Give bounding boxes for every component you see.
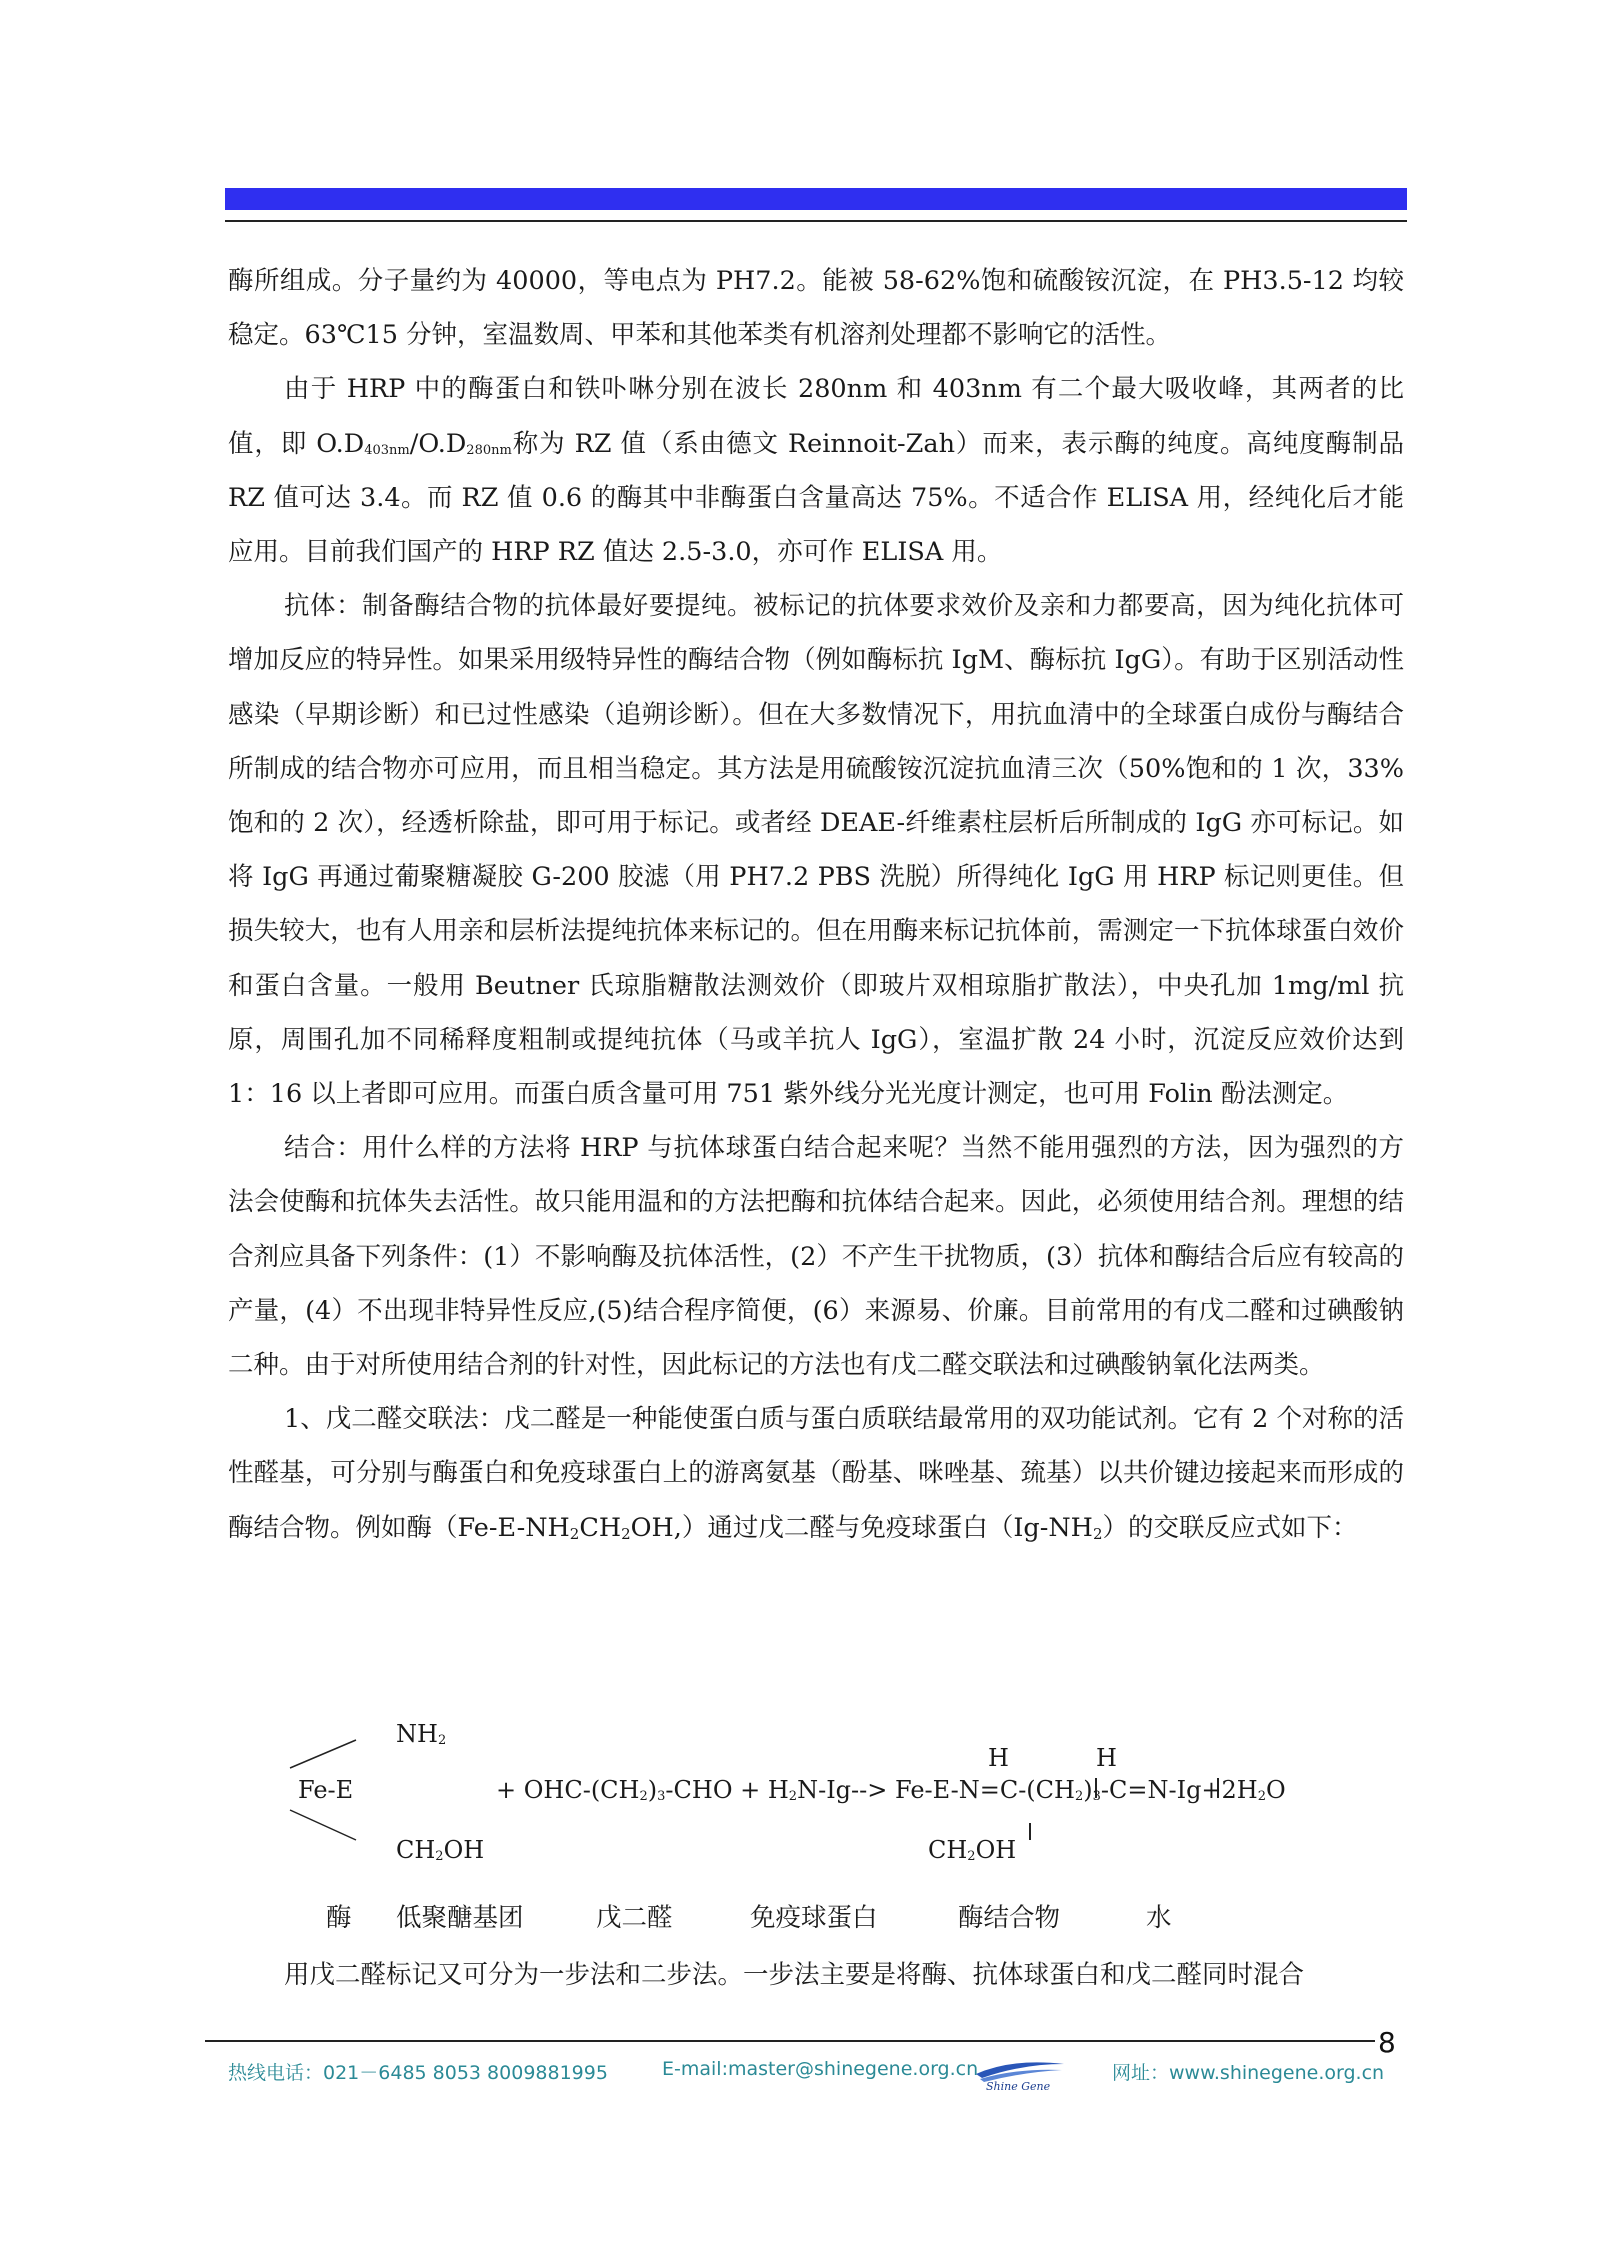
footer-rule [205, 2040, 1375, 2042]
glut-text-c: OH,）通过戊二醛与免疫球蛋白（Ig-NH [630, 1512, 1093, 1543]
rz-text-a: 由于 HRP 中的酶蛋白和铁卟啉分别在波长 280nm 和 403nm 有二个最大吸收峰，其两者的比值，即 O.D [228, 374, 1404, 459]
ch2oh-left [396, 1836, 484, 1864]
logo-icon [972, 2052, 1068, 2092]
glut-text-b: CH [579, 1512, 622, 1543]
eq-arrow: N-Ig--> Fe-E-N=C-(CH [797, 1776, 1075, 1804]
header-rule [225, 220, 1407, 222]
fe-e-label: Fe-E [298, 1776, 354, 1804]
paragraph-antibody: 抗体：制备酶结合物的抗体最好要提纯。被标记的抗体要求效价及亲和力都要高，因为纯化抗体可增加反应的特异性。如果采用级特异性的酶结合物（例如酶标抗 IgM、酶标抗 IgG）。有助于区别活动性感染（早期诊断）和已过性感染（追朔诊断）。但在大多数情况下，用抗血清中的全球蛋白成份与酶结合所制成的结合物亦可应用，而且相当稳定。其方法是用硫酸铵沉淀抗血清三次（50%饱和的 1 次，33%饱和的 2 次），经透析除盐，即可用于标记。或者经 DEAE-纤维素柱层析后所制成的 IgG 亦可标记。如将 IgG 再通过葡聚糖凝胶 G-200 胶滤（用 PH7.2 PBS 洗脱）所得纯化 IgG 用 HRP 标记则更佳。但损失较大，也有人用亲和层析法提纯抗体来标记的。但在用酶来标记抗体前，需测定一下抗体球蛋白效价和蛋白含量。一般用 Beutner 氏琼脂糖散法测效价（即玻片双相琼脂扩散法），中央孔加 1mg/ml 抗原，周围孔加不同稀释度粗制或提纯抗体（马或羊抗人 IgG），室温扩散 24 小时，沉淀反应效价达到 1：16 以上者即可应用。而蛋白质含量可用 751 紫外线分光光度计测定，也可用 Folin 酚法测定。 [228, 591, 1404, 1110]
glut-text-a: 1、戊二醛交联法：戊二醛是一种能使蛋白质与蛋白质联结最常用的双功能试剂。它有 2 个对称的活性醛基，可分别与酶蛋白和免疫球蛋白上的游离氨基（酚基、咪唑基、巯基）以共价键边接起来而形成的酶结合物。例如酶（Fe-E-NH [228, 1404, 1404, 1543]
document-body [228, 254, 1404, 1555]
eq-paren-a: ) [647, 1776, 658, 1804]
shinegene-logo [972, 2052, 1068, 2092]
eq-h2n-sub: 2 [788, 1789, 798, 1804]
header-bar [225, 188, 1407, 210]
glut-sub-1: 2 [569, 1524, 580, 1543]
ch2oh-right-text: CH [928, 1836, 968, 1864]
eq-sub-a: 2 [639, 1789, 648, 1804]
footer-phone: 热线电话：021－6485 8053 8009881995 [228, 2062, 608, 2084]
rz-text-b: /O.D [409, 428, 467, 459]
page-number: 8 [1378, 2026, 1396, 2059]
paragraph-conjugation: 结合：用什么样的方法将 HRP 与抗体球蛋白结合起来呢？当然不能用强烈的方法，因为强烈的方法会使酶和抗体失去活性。故只能用温和的方法把酶和抗体结合起来。因此，必须使用结合剂。理想的结合剂应具备下列条件：(1）不影响酶及抗体活性，(2）不产生干扰物质，(3）抗体和酶结合后应有较高的产量，(4）不出现非特异性反应,(5)结合程序简便，(6）来源易、价廉。目前常用的有戊二醛和过碘酸钠二种。由于对所使用结合剂的针对性，因此标记的方法也有戊二醛交联法和过碘酸钠氧化法两类。 [228, 1133, 1404, 1381]
paragraph-hrp-properties: 酶所组成。分子量约为 40000，等电点为 PH7.2。能被 58-62%饱和硫酸铵沉淀，在 PH3.5-12 均较稳定。63℃15 分钟，室温数周、甲苯和其他苯类有机溶剂处理都不影响它的活性。 [228, 266, 1404, 351]
label-oligosaccharide: 低聚醣基团 [396, 1903, 524, 1933]
ch2oh-left-text: CH [396, 1836, 436, 1864]
glut-sub-2: 2 [621, 1524, 631, 1543]
label-immunoglobulin: 免疫球蛋白 [750, 1903, 878, 1933]
eq-water-o: O [1266, 1776, 1286, 1804]
equation-main-line [496, 1776, 1286, 1804]
eq-paren-b: ) [1083, 1776, 1093, 1804]
ch2oh-left-sub: 2 [435, 1849, 444, 1864]
ch2oh-right [928, 1836, 1016, 1864]
rz-sub-280: 280nm [466, 442, 512, 458]
ch2oh-right-sub: 2 [967, 1849, 976, 1864]
eq-ohc: + OHC-(CH [496, 1776, 640, 1804]
eq-water-sub: 2 [1257, 1789, 1267, 1804]
ch2oh-right-tail: OH [975, 1836, 1017, 1864]
h-atom-1: H [988, 1744, 1009, 1772]
nh2-text: NH [396, 1720, 438, 1748]
rz-sub-403: 403nm [364, 442, 410, 458]
eq-sub-d: 3 [1092, 1789, 1101, 1804]
reaction-equation [228, 1720, 1404, 1878]
paragraph-steps-text: 用戊二醛标记又可分为一步法和二步法。一步法主要是将酶、抗体球蛋白和戊二醛同时混合 [284, 1960, 1305, 1990]
logo-text: Shine Gene [986, 2080, 1051, 2092]
paragraph-steps [228, 1948, 1404, 2002]
equation-labels [228, 1898, 1404, 1938]
glut-sub-3: 2 [1092, 1524, 1103, 1543]
eq-tail: -C=N-Ig+2H [1100, 1776, 1258, 1804]
eq-sub-b: 3 [657, 1789, 666, 1804]
label-water: 水 [1146, 1903, 1172, 1933]
nh2-sub: 2 [437, 1733, 447, 1748]
eq-cho: -CHO + H [665, 1776, 789, 1804]
nh2-group [396, 1720, 446, 1748]
h-atom-2: H [1096, 1744, 1117, 1772]
label-glutaraldehyde: 戊二醛 [596, 1903, 673, 1933]
paragraph-glutaraldehyde [228, 1392, 1404, 1555]
label-enzyme: 酶 [326, 1903, 352, 1933]
paragraph-rz-value [228, 362, 1404, 579]
glut-text-d: ）的交联反应式如下： [1102, 1512, 1358, 1543]
eq-sub-c: 2 [1074, 1789, 1084, 1804]
rz-text-c: 称为 RZ 值（系由德文 Reinnoit-Zah）而来，表示酶的纯度。高纯度酶制品 RZ 值可达 3.4。而 RZ 值 0.6 的酶其中非酶蛋白含量高达 75%。不适合作 ELISA 用，经纯化后才能应用。目前我们国产的 HRP RZ 值达 2.5-3.0，亦可作 ELISA 用。 [228, 428, 1404, 568]
label-conjugate: 酶结合物 [958, 1903, 1061, 1933]
footer-website: 网址：www.shinegene.org.cn [1112, 2062, 1385, 2084]
footer-email: E-mail:master@shinegene.org.cn [662, 2058, 979, 2080]
ch2oh-left-tail: OH [443, 1836, 485, 1864]
